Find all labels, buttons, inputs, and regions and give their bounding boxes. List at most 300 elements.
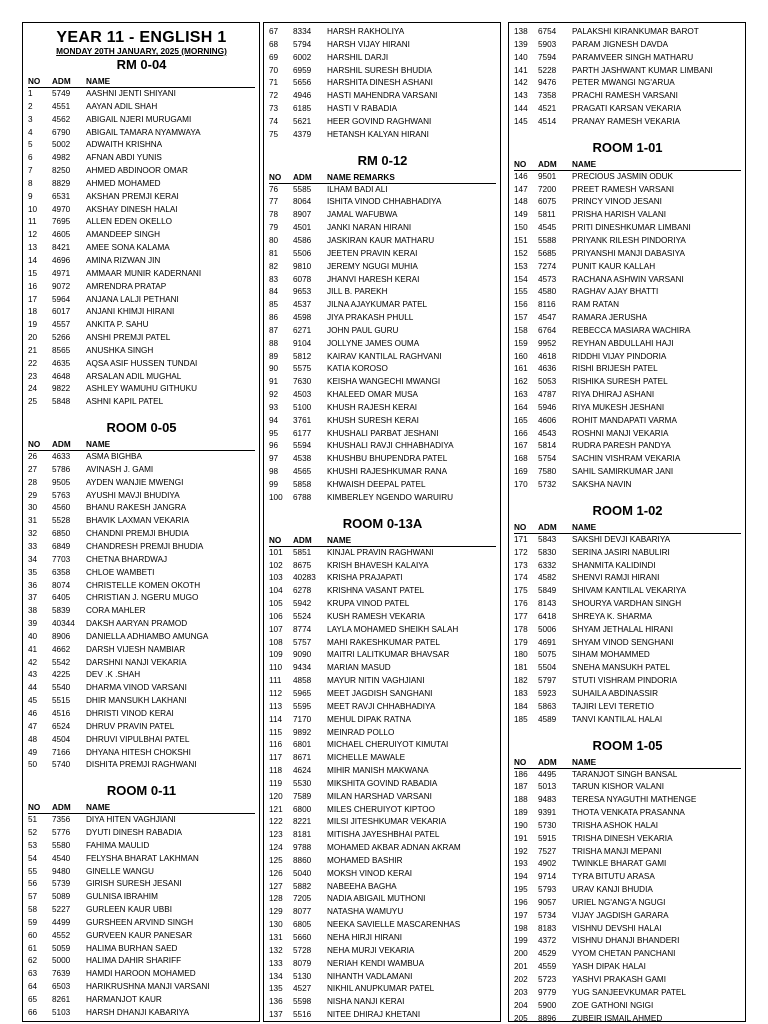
row-adm: 5504 [538,663,557,673]
header-adm: ADM [538,522,557,532]
row-adm: 5754 [538,454,557,464]
row-no: 58 [28,905,38,915]
table-row [514,624,741,637]
table-row [514,312,741,325]
table-row [269,611,496,624]
row-name: AMINA RIZWAN JIN [86,255,161,265]
row-no: 143 [514,91,528,101]
row-no: 127 [269,881,283,891]
row-adm: 5006 [538,624,557,634]
row-name: MITISHA JAYESHBHAI PATEL [327,830,440,840]
table-row [514,598,741,611]
row-adm: 4557 [52,320,71,330]
row-no: 76 [269,184,279,194]
table-row [28,657,255,670]
row-no: 193 [514,859,528,869]
table-row [514,662,741,675]
row-name: ISHITA VINOD CHHABHADIYA [327,197,442,207]
room-title: ROOM 1-05 [592,737,663,753]
row-name: PRIYANK RILESH PINDORIYA [572,235,686,245]
row-name: KATIA KOROSO [327,364,388,374]
table-row [514,534,741,547]
row-no: 4 [28,127,33,137]
row-adm: 9072 [52,281,71,291]
row-adm: 4946 [293,91,312,101]
row-no: 122 [269,817,283,827]
row-adm: 5830 [538,547,557,557]
row-adm: 7580 [538,467,557,477]
row-adm: 6959 [293,65,312,75]
table-row [514,611,741,624]
row-no: 172 [514,547,528,557]
row-adm: 5812 [293,351,312,361]
table-row [514,248,741,261]
row-adm: 6790 [52,127,71,137]
table-row [514,351,741,364]
header-name: NAME [572,159,597,169]
row-name: ANUSHKA SINGH [86,345,154,355]
row-name: ZOE GATHONI NGIGI [572,1000,654,1010]
table-row [28,345,255,358]
row-adm: 7274 [538,261,557,271]
row-no: 178 [514,624,528,634]
row-no: 18 [28,307,38,317]
column-1 [22,22,260,1022]
row-adm: 5530 [293,778,312,788]
row-adm: 6358 [52,567,71,577]
row-name: SUHAILA ABDINASSIR [572,688,658,698]
table-row [269,52,496,65]
row-adm: 4971 [52,268,71,278]
row-name: DISHITA PREMJI RAGHWANI [86,760,197,770]
table-row [514,794,741,807]
row-adm: 4543 [538,428,557,438]
row-adm: 7166 [52,747,71,757]
table-row [28,853,255,866]
row-name: ROHIT MANDAPATI VARMA [572,415,677,425]
row-name: AQSA ASIF HUSSEN TUNDAI [86,358,198,368]
header-no: NO [514,757,527,767]
row-no: 13 [28,243,38,253]
row-no: 74 [269,116,279,126]
row-no: 12 [28,230,38,240]
row-name: NITEE DHIRAJ KHETANI [327,1010,421,1020]
row-no: 43 [28,670,38,680]
row-no: 6 [28,153,33,163]
row-adm: 9779 [538,987,557,997]
row-name: ASHLEY WAMUHU GITHUKU [86,384,197,394]
table-row [514,389,741,402]
row-adm: 4503 [293,390,312,400]
table-row [269,765,496,778]
row-no: 150 [514,223,528,233]
row-no: 45 [28,696,38,706]
row-no: 166 [514,428,528,438]
table-row [514,453,741,466]
row-adm: 5621 [293,116,312,126]
row-no: 164 [514,402,528,412]
row-no: 189 [514,808,528,818]
row-adm: 7703 [52,554,71,564]
table-header [514,523,741,534]
row-name: CHRISTELLE KOMEN OKOTH [86,580,201,590]
row-no: 170 [514,480,528,489]
table-row [28,891,255,904]
row-adm: 5228 [538,65,557,75]
table-row [514,77,741,90]
row-no: 195 [514,885,528,895]
table-row [28,165,255,178]
table-row [28,943,255,956]
row-name: FAHIMA MAULID [86,840,150,850]
row-adm: 5059 [52,943,71,953]
row-no: 159 [514,338,528,348]
table-row [514,649,741,662]
row-adm: 8421 [52,243,71,253]
table-row [514,299,741,312]
row-adm: 6764 [538,325,557,335]
row-adm: 4538 [293,454,312,464]
row-name: AKSHAN PREMJI KERAI [86,191,179,201]
row-adm: 8896 [538,1013,557,1022]
row-name: MOHAMED BASHIR [327,855,403,865]
table-row [28,477,255,490]
table-row [514,701,741,714]
row-name: TRISHA ASHOK HALAI [572,820,658,830]
row-no: 113 [269,701,283,711]
table-header [28,803,255,814]
table-row [269,791,496,804]
row-adm: 5964 [52,294,71,304]
table-row [514,871,741,884]
row-no: 163 [514,390,528,400]
table-row [28,605,255,618]
row-no: 135 [269,984,283,994]
row-name: KRISHNA VASANT PATEL [327,586,425,596]
row-no: 69 [269,52,279,62]
row-adm: 5588 [538,235,557,245]
row-name: SACHIN VISHRAM VEKARIA [572,454,681,464]
row-no: 183 [514,688,528,698]
table-row [28,644,255,657]
row-adm: 7695 [52,217,71,227]
row-adm: 4562 [52,114,71,124]
row-name: VIJAY JAGDISH GARARA [572,910,669,920]
row-no: 149 [514,210,528,220]
row-no: 108 [269,637,283,647]
row-no: 25 [28,397,38,407]
table-row [28,592,255,605]
row-name: ASMA BIGHBA [86,452,142,462]
table-row [514,65,741,78]
row-name: MEHUL DIPAK RATNA [327,714,412,724]
row-adm: 5542 [52,657,71,667]
row-name: KIMBERLEY NGENDO WARUIRU [327,492,454,502]
row-no: 115 [269,727,283,737]
row-adm: 4582 [538,573,557,583]
row-no: 22 [28,358,38,368]
table-row [514,363,741,376]
row-name: SIHAM MOHAMMED [572,650,650,660]
row-adm: 4787 [538,390,557,400]
row-no: 83 [269,274,279,284]
row-no: 5 [28,140,33,150]
row-no: 118 [269,766,283,776]
header-no: NO [269,535,282,545]
row-no: 102 [269,560,283,570]
row-adm: 5506 [293,248,312,258]
row-no: 116 [269,740,283,750]
table-row [269,727,496,740]
row-name: PRITI DINESHKUMAR LIMBANI [572,223,691,233]
row-adm: 4636 [538,364,557,374]
row-adm: 5089 [52,892,71,902]
row-adm: 4560 [52,503,71,513]
row-no: 77 [269,197,279,207]
room-section [28,58,255,409]
table-row [28,127,255,140]
row-adm: 5580 [52,840,71,850]
table-row [269,26,496,39]
row-name: PALAKSHI KIRANKUMAR BAROT [572,27,699,36]
header-name: NAME [572,757,597,767]
table-row [269,919,496,932]
row-no: 95 [269,428,279,438]
row-adm: 5923 [538,688,557,698]
row-no: 61 [28,943,38,953]
row-no: 34 [28,554,38,564]
row-no: 185 [514,714,528,724]
row-name: RIYA MUKESH JESHANI [572,402,665,412]
table-row [514,428,741,441]
row-name: REBECCA MASIARA WACHIRA [572,325,691,335]
table-row [269,209,496,222]
table-row [514,440,741,453]
table-row [269,274,496,287]
column-3-rooms [514,26,741,1022]
row-no: 90 [269,364,279,374]
row-name: MILAN HARSHAD VARSANI [327,791,432,801]
row-no: 175 [514,586,528,596]
row-no: 158 [514,325,528,335]
row-name: MIKSHITA GOVIND RABADIA [327,778,438,788]
row-adm: 6805 [293,920,312,930]
row-adm: 5863 [538,701,557,711]
row-adm: 4537 [293,300,312,310]
row-no: 20 [28,333,38,343]
header-name: NAME [86,440,111,450]
row-adm: 5793 [538,885,557,895]
row-adm: 5858 [293,480,312,489]
row-no: 32 [28,529,38,539]
row-adm: 5749 [52,89,71,98]
row-no: 137 [269,1010,283,1020]
row-adm: 4580 [538,287,557,297]
row-name: TANVI KANTILAL HALAI [572,714,663,724]
row-adm: 8565 [52,345,71,355]
row-no: 70 [269,65,279,75]
row-adm: 5524 [293,611,312,621]
row-no: 202 [514,975,528,984]
row-name: VYOM CHETAN PANCHANI [572,949,676,959]
row-adm: 8079 [293,958,312,968]
row-name: KHUSHBU BHUPENDRA PATEL [327,454,448,464]
table-row [269,881,496,894]
row-name: NATASHA WAMUYU [327,907,404,917]
row-adm: 4662 [52,644,71,654]
row-name: HARSH RAKHOLIYA [327,27,405,36]
row-name: NISHA NANJI KERAI [327,997,405,1007]
row-no: 114 [269,714,283,724]
table-row [269,376,496,389]
row-no: 128 [269,894,283,904]
row-name: RAGHAV AJAY BHATTI [572,287,659,297]
row-no: 75 [269,129,279,139]
row-no: 93 [269,402,279,412]
row-adm: 8261 [52,995,71,1004]
table-row [269,739,496,752]
room-section [269,517,496,1022]
row-no: 87 [269,325,279,335]
row-adm: 4633 [52,452,71,462]
room-section [514,141,741,492]
table-row [28,669,255,682]
row-name: AFNAN ABDI YUNIS [86,153,162,163]
row-no: 29 [28,490,38,500]
row-name: NEHA HIRJI HIRANI [327,933,403,942]
row-no: 104 [269,586,283,596]
row-adm: 5814 [538,441,557,451]
row-adm: 8064 [293,197,312,207]
row-adm: 8829 [52,178,71,188]
row-adm: 5585 [293,184,312,194]
row-no: 201 [514,962,528,972]
row-name: ANJANA LALJI PETHANI [86,294,179,304]
table-row [514,935,741,948]
row-name: MARIAN MASUD [327,663,391,673]
row-adm: 5734 [538,910,557,920]
header-no: NO [28,803,41,813]
table-row [28,358,255,371]
row-no: 94 [269,415,279,425]
table-row [514,1013,741,1022]
row-name: RISHIKA SURESH PATEL [572,377,668,387]
header-name-remarks: NAME REMARKS [327,172,395,182]
row-adm: 6177 [293,428,312,438]
row-adm: 8183 [538,923,557,933]
row-no: 54 [28,853,38,863]
row-name: NEHA MURJI VEKARIA [327,945,415,955]
row-adm: 5516 [293,1010,312,1020]
row-no: 3 [28,114,33,124]
row-name: REYHAN ABDULLAHI HAJI [572,338,674,348]
header-adm: ADM [538,159,557,169]
row-name: AMRENDRA PRATAP [86,281,167,291]
row-no: 142 [514,78,528,88]
table-row [269,778,496,791]
row-adm: 8143 [538,599,557,609]
row-adm: 5730 [538,820,557,830]
row-no: 97 [269,454,279,464]
row-adm: 4573 [538,274,557,284]
table-row [269,222,496,235]
row-name: SHREYA K. SHARMA [572,611,652,621]
row-no: 190 [514,820,528,830]
row-adm: 8334 [293,27,312,36]
row-no: 92 [269,390,279,400]
table-row [269,906,496,919]
row-adm: 8671 [293,753,312,763]
row-no: 57 [28,892,38,902]
table-row [28,827,255,840]
table-row [28,840,255,853]
row-name: CHANDRESH PREMJI BHUDIA [86,542,204,551]
row-no: 68 [269,39,279,49]
row-no: 139 [514,39,528,49]
row-name: DHRUVI VIPULBHAI PATEL [86,734,190,744]
row-no: 106 [269,611,283,621]
row-no: 167 [514,441,528,451]
table-row [28,371,255,384]
row-name: ANKITA P. SAHU [86,320,149,330]
row-name: BHANU RAKESH JANGRA [86,503,187,513]
table-row [514,769,741,782]
table-row [514,858,741,871]
table-row [269,983,496,996]
row-name: AHMED ABDINOOR OMAR [86,166,188,176]
row-name: MILES CHERUIYOT KIPTOO [327,804,435,814]
row-adm: 4648 [52,371,71,381]
row-adm: 4499 [52,917,71,927]
table-row [269,804,496,817]
table-row [28,618,255,631]
row-name: KAIRAV KANTILAL RAGHVANI [327,351,442,361]
row-name: SAHIL SAMIRKUMAR JANI [572,467,674,477]
row-name: PRINCY VINOD JESANI [572,197,662,207]
table-row [269,893,496,906]
row-name: TRISHA MANJI MEPANI [572,846,662,856]
row-name: PRANAY RAMESH VEKARIA [572,116,680,126]
row-name: KEISHA WANGECHI MWANGI [327,377,441,387]
table-row [28,515,255,528]
table-row [269,598,496,611]
row-adm: 5575 [293,364,312,374]
row-no: 63 [28,969,38,979]
row-name: ANJANI KHIMJI HIRANI [86,307,175,317]
row-adm: 5794 [293,39,312,49]
row-adm: 8116 [538,300,556,310]
row-no: 181 [514,663,528,673]
row-name: PARAM JIGNESH DAVDA [572,39,669,49]
row-adm: 4586 [293,235,312,245]
row-adm: 6503 [52,982,71,992]
header-adm: ADM [293,535,312,545]
row-adm: 5900 [538,1000,557,1010]
table-row [28,464,255,477]
table-row [269,662,496,675]
row-no: 100 [269,492,283,502]
row-name: MAYUR NITIN VAGHJIANI [327,676,425,686]
row-no: 180 [514,650,528,660]
table-row [514,171,741,184]
row-no: 119 [269,778,283,788]
row-no: 11 [28,217,37,227]
row-name: MICHAEL CHERUIYOT KIMUTAI [327,740,449,750]
row-name: HARSH DHANJI KABARIYA [86,1007,190,1017]
table-row [514,807,741,820]
row-name: CHETNA BHARDWAJ [86,554,168,564]
table-row [28,451,255,464]
